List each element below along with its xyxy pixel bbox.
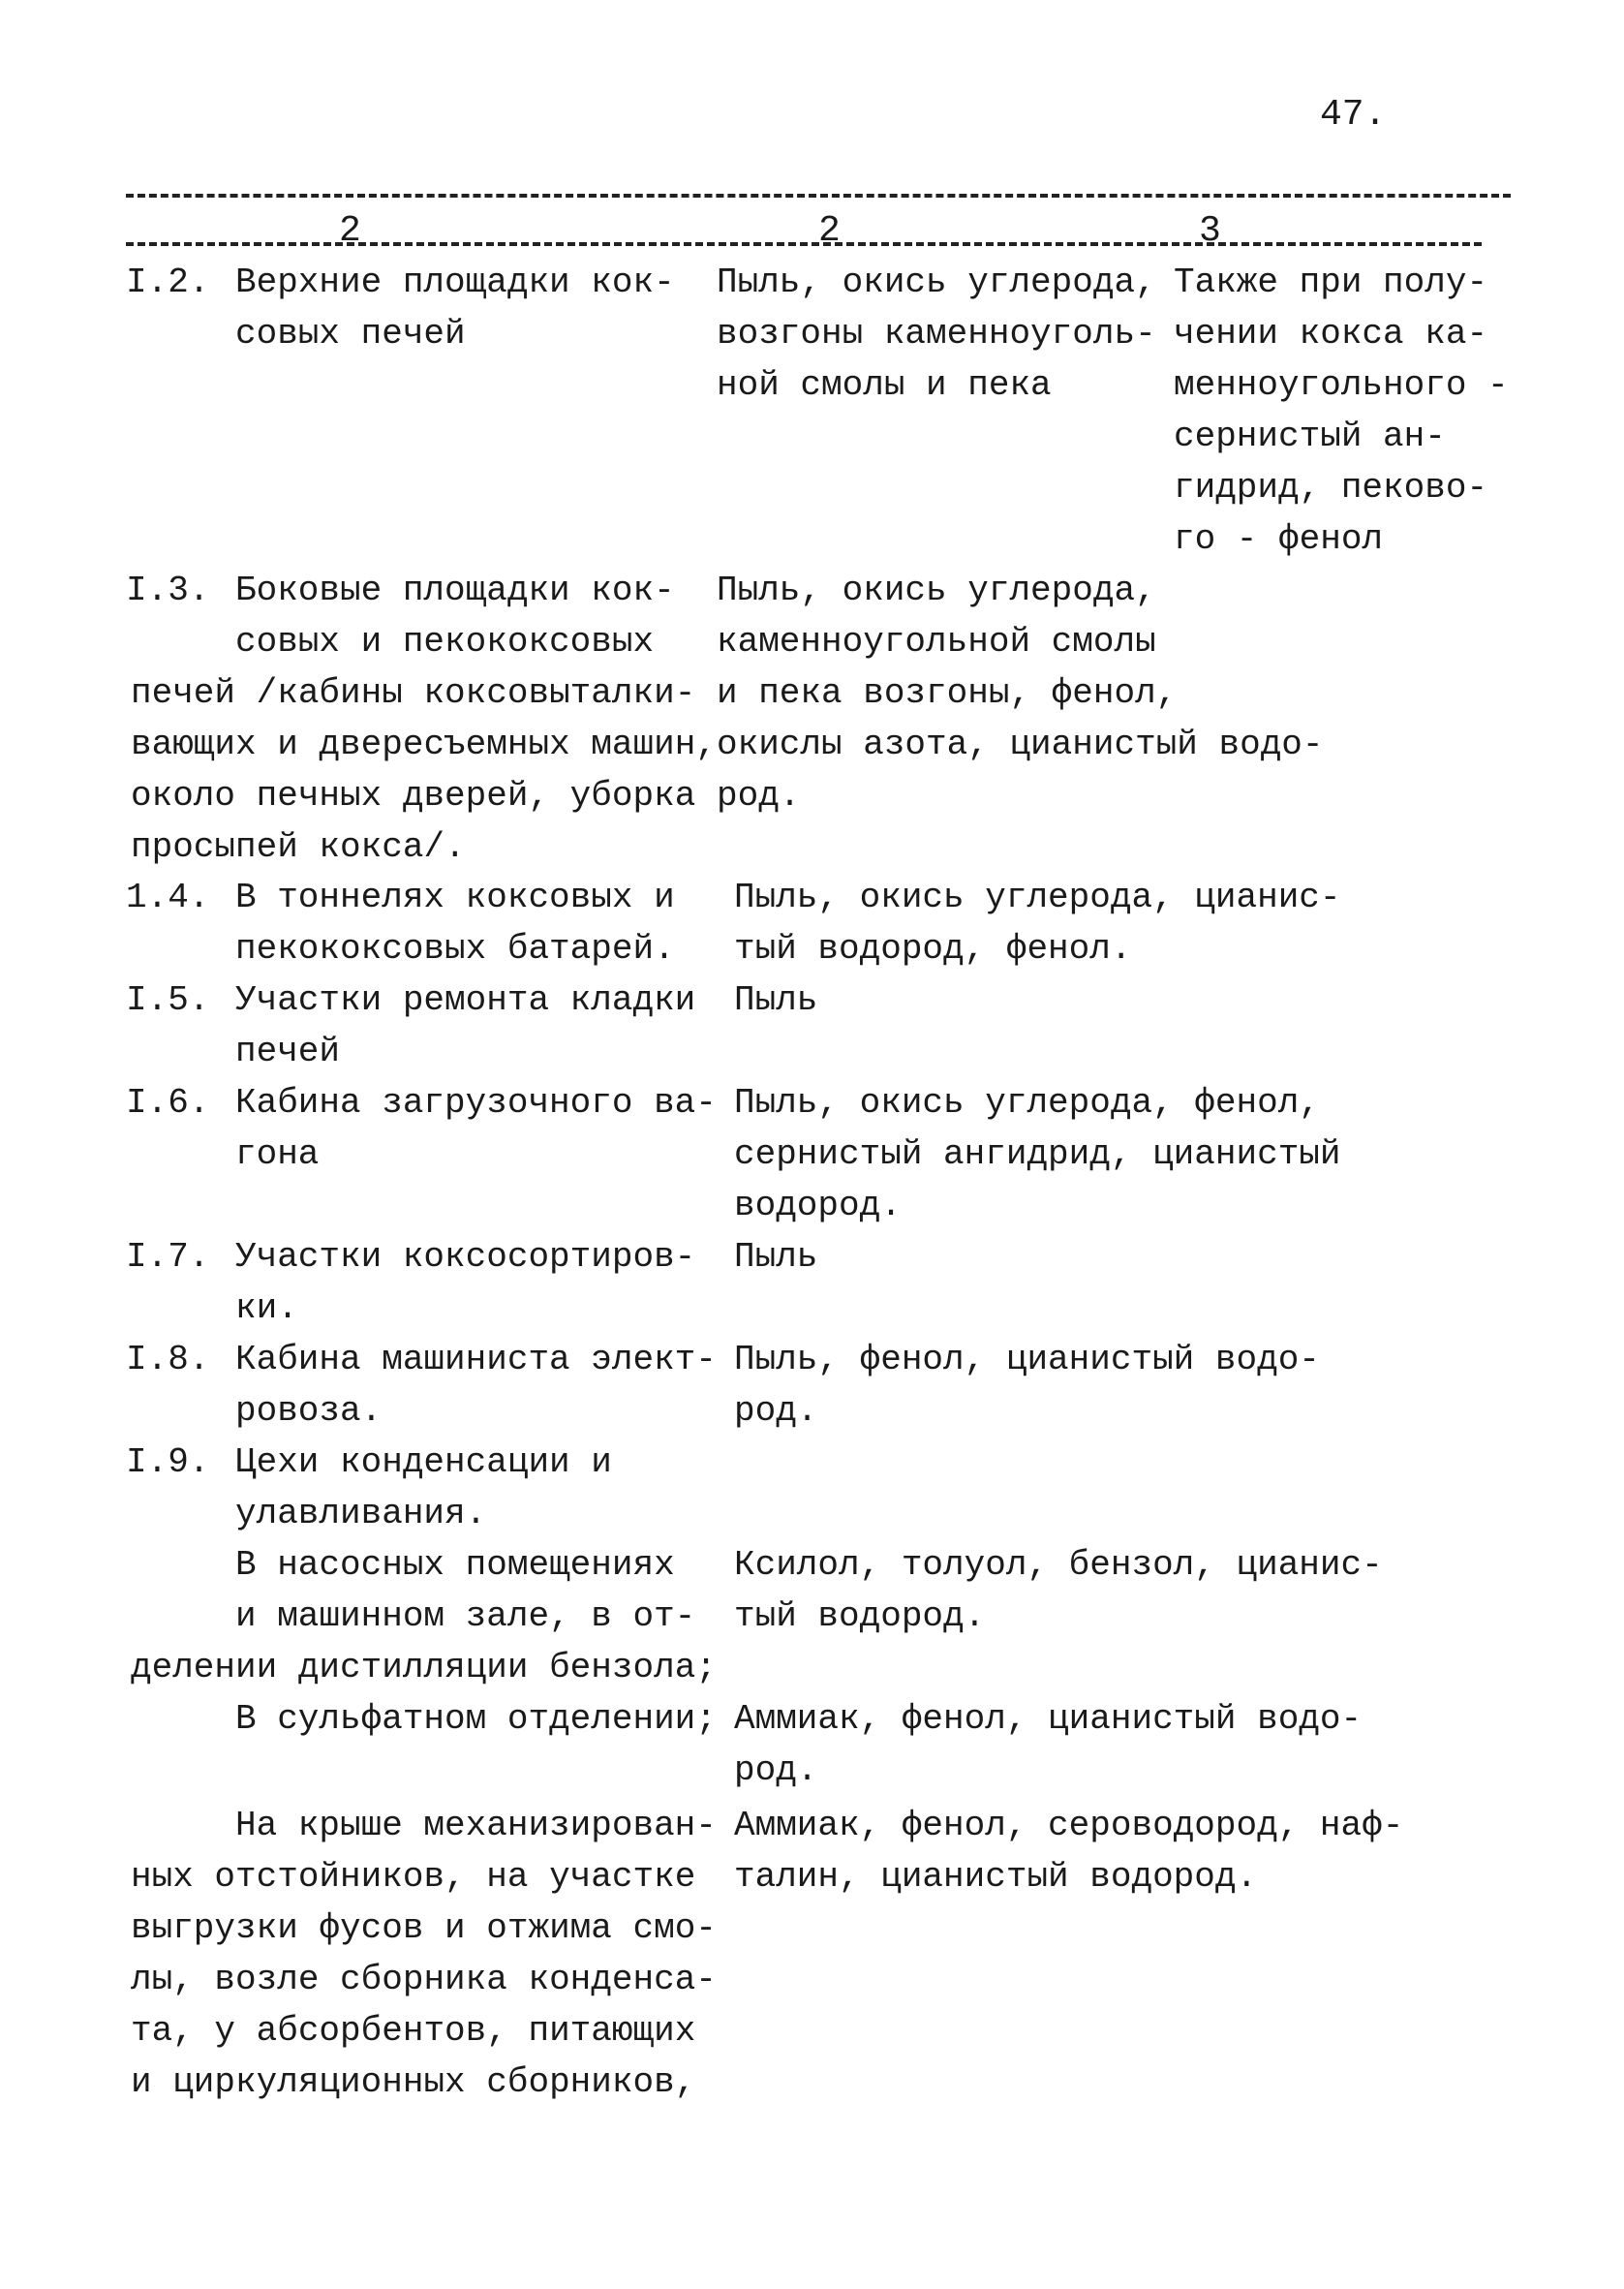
row-number: I.3. [126,571,210,610]
workplace-line: просыпей кокса/. [131,827,466,867]
row-number: I.8. [126,1340,210,1379]
workplace-cell: Участки ремонта кладки печей [235,980,696,1071]
row-number: I.6. [126,1083,210,1123]
workplace-cell: В сульфатном отделении; [235,1699,717,1739]
note-cell: Также при полу- чении кокса ка- менноугольного - сернистый ан- гидрид, пеково- го - фенол [1174,263,1509,559]
substances-line: окислы азота, цианистый водо- [717,725,1324,764]
header-top-rule [126,194,1511,198]
workplace-cell: Кабина машиниста элект- ровоза. [235,1340,717,1431]
workplace-line: около печных дверей, уборка [131,776,696,816]
substances-cell: Аммиак, фенол, цианистый водо- род. [734,1699,1363,1790]
row-number: I.9. [126,1442,210,1482]
workplace-line: Боковые площадки кок- [235,571,675,610]
header-col3: 3 [1199,210,1221,252]
row-number: I.2. [126,263,210,302]
substances-line: род. [717,776,801,816]
row-number: I.7. [126,1237,210,1277]
page-number: 47. [1320,94,1387,136]
workplace-line: совых и пекококсовых [235,622,655,662]
substances-cell: Пыль, окись углерода, возгоны каменноуголь- ной смолы и пека [717,263,1156,405]
workplace-line: та, у абсорбентов, питающих [131,2011,696,2051]
workplace-line: ных отстойников, на участке [131,1857,696,1897]
workplace-line: выгрузки фусов и отжима смо- [131,1908,717,1948]
substances-cell: Пыль, окись углерода, фенол, сернистый ангидрид, цианистый водород. [734,1083,1341,1225]
workplace-line: делении дистилляции бензола; [131,1648,717,1687]
workplace-cell: Кабина загрузочного ва- гона [235,1083,717,1174]
workplace-line: лы, возле сборника конденса- [131,1960,717,1999]
substances-cell: Пыль [734,1237,818,1277]
workplace-cell: Участки коксосортиров- ки. [235,1237,696,1328]
header-col1: 2 [339,210,361,252]
workplace-line: В насосных помещениях [235,1545,675,1585]
workplace-line: и машинном зале, в от- [235,1596,696,1636]
workplace-line: печей /кабины коксовыталки- [131,673,696,713]
row-number: 1.4. [126,878,210,917]
row-number: I.5. [126,980,210,1020]
substances-cell: Ксилол, толуол, бензол, цианис- тый водород. [734,1545,1383,1636]
substances-cell: Пыль [734,980,818,1020]
workplace-line: вающих и двересъемных машин, [131,725,717,764]
workplace-cell: В тоннелях коксовых и пекококсовых батарей. [235,878,675,969]
substances-cell: Пыль, окись углерода, цианис- тый водород, фенол. [734,878,1341,969]
header-col2: 2 [818,210,841,252]
workplace-line: и циркуляционных сборников, [131,2062,696,2102]
substances-line: и пека возгоны, фенол, [717,673,1178,713]
substances-cell: Пыль, фенол, цианистый водо- род. [734,1340,1320,1431]
header-bottom-rule [126,242,1482,246]
substances-cell: Аммиак, фенол, сероводород, наф- талин, цианистый водород. [734,1806,1404,1897]
workplace-cell: Верхние площадки кок- совых печей [235,263,675,354]
substances-line: каменноугольной смолы [717,622,1156,662]
workplace-line: На крыше механизирован- [235,1806,717,1845]
workplace-cell: Цехи конденсации и улавливания. [235,1442,612,1533]
substances-line: Пыль, окись углерода, [717,571,1156,610]
